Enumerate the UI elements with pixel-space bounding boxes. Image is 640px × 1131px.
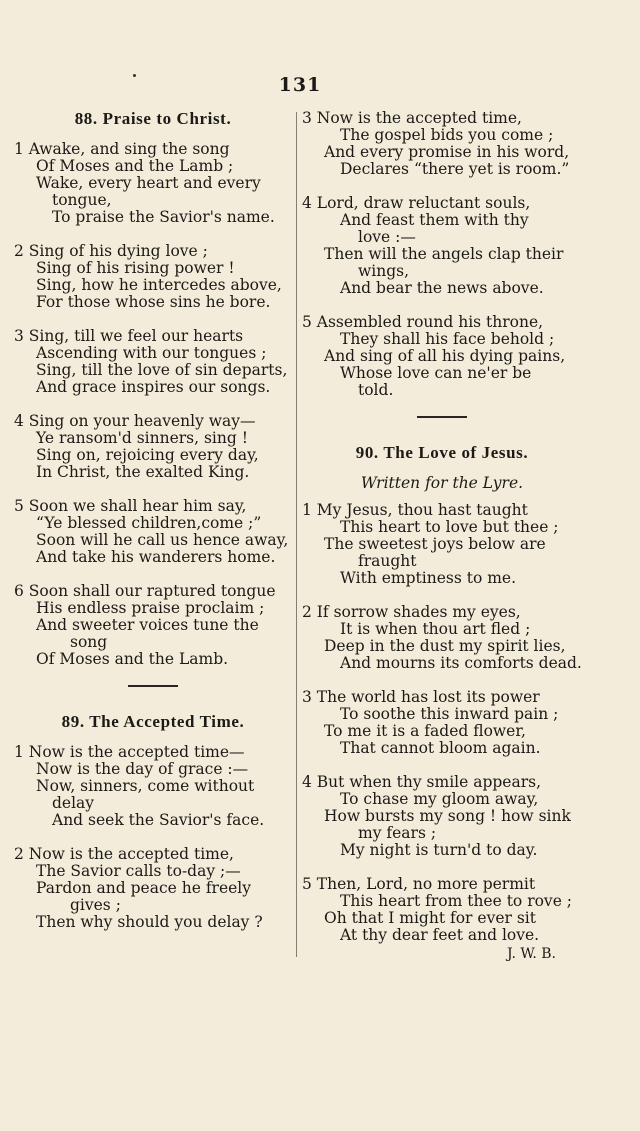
stanza-2 — [302, 604, 582, 672]
verse-line: To chase my gloom away, — [340, 790, 539, 808]
verse-line: They shall his face behold ; — [340, 330, 555, 348]
verse-line: In Christ, the exalted King. — [36, 463, 250, 481]
verse-line: The gospel bids you come ; — [340, 126, 554, 144]
stanza-1 — [14, 141, 292, 226]
stanza-5 — [302, 314, 582, 399]
right-column — [302, 110, 582, 963]
verse-line: Ascending with our tongues ; — [36, 344, 267, 362]
verse-line: 1 My Jesus, thou hast taught — [302, 501, 528, 519]
verse-line: To soothe this inward pain ; — [340, 705, 559, 723]
verse-line: How bursts my song ! how sink — [324, 807, 571, 825]
stanza-2 — [14, 243, 292, 311]
verse-line: fraught — [358, 552, 417, 570]
verse-line: Sing of his rising power ! — [36, 259, 235, 277]
verse-line: And seek the Savior's face. — [52, 811, 265, 829]
verse-line: And bear the news above. — [340, 279, 544, 297]
verse-line: 5 Assembled round his throne, — [302, 313, 544, 331]
verse-line: Sing, till the love of sin departs, — [36, 361, 288, 379]
stanza-4 — [302, 774, 582, 859]
verse-line: 3 The world has lost its power — [302, 688, 540, 706]
hymn-88 — [14, 110, 292, 668]
verse-line: Declares “there yet is room.” — [340, 160, 570, 178]
verse-line: Of Moses and the Lamb. — [36, 650, 229, 668]
verse-line: 1 Now is the accepted time— — [14, 743, 245, 761]
verse-line: Whose love can ne'er be — [340, 364, 532, 382]
verse-line: delay — [52, 794, 95, 812]
verse-line: Now is the day of grace :— — [36, 760, 249, 778]
verse-line: The sweetest joys below are — [324, 535, 546, 553]
verse-line: 2 If sorrow shades my eyes, — [302, 603, 521, 621]
verse-line: 2 Now is the accepted time, — [14, 845, 234, 863]
verse-line: Pardon and peace he freely — [36, 879, 252, 897]
verse-line: 6 Soon shall our raptured tongue — [14, 582, 276, 600]
hymn-title: 90. The Love of Jesus. — [355, 443, 529, 462]
verse-line: The Savior calls to-day ;— — [36, 862, 241, 880]
stanza-1 — [302, 502, 582, 587]
hymn-subtitle: Written for the Lyre. — [360, 474, 524, 492]
stanza-3 — [302, 689, 582, 757]
stanza-3 — [302, 110, 582, 178]
verse-line: And sing of all his dying pains, — [324, 347, 566, 365]
verse-line: And every promise in his word, — [324, 143, 570, 161]
section-divider — [417, 416, 467, 418]
verse-line: This heart from thee to rove ; — [340, 892, 573, 910]
verse-line: love :— — [358, 228, 416, 246]
hymn-title: 89. The Accepted Time. — [61, 712, 245, 731]
verse-line: This heart to love but thee ; — [340, 518, 559, 536]
page-number: 131 — [278, 74, 322, 96]
verse-line: told. — [358, 381, 394, 399]
verse-line: Soon will he call us hence away, — [36, 531, 289, 549]
verse-line: His endless praise proclaim ; — [36, 599, 265, 617]
stanza-3 — [14, 328, 292, 396]
verse-line: Deep in the dust my spirit lies, — [324, 637, 566, 655]
verse-line: my fears ; — [358, 824, 437, 842]
stanza-4 — [14, 413, 292, 481]
stanza-5 — [302, 876, 582, 944]
verse-line: It is when thou art fled ; — [340, 620, 531, 638]
verse-line: Then why should you delay ? — [36, 913, 263, 931]
verse-line: Sing on, rejoicing every day, — [36, 446, 259, 464]
verse-line: 1 Awake, and sing the song — [14, 140, 230, 158]
verse-line: Wake, every heart and every — [36, 174, 261, 192]
verse-line: 4 But when thy smile appears, — [302, 773, 542, 791]
section-divider — [128, 685, 178, 687]
verse-line: With emptiness to me. — [340, 569, 517, 587]
verse-line: Now, sinners, come without — [36, 777, 255, 795]
verse-line: 5 Then, Lord, no more permit — [302, 875, 536, 893]
verse-line: 4 Lord, draw reluctant souls, — [302, 194, 531, 212]
verse-line: And feast them with thy — [340, 211, 529, 229]
verse-line: Ye ransom'd sinners, sing ! — [36, 429, 248, 447]
stanza-5 — [14, 498, 292, 566]
verse-line: Sing, how he intercedes above, — [36, 276, 282, 294]
column-divider — [296, 112, 297, 957]
stanza-2 — [14, 846, 292, 931]
verse-line: And sweeter voices tune the — [36, 616, 259, 634]
verse-line: To me it is a faded flower, — [324, 722, 526, 740]
verse-line: 2 Sing of his dying love ; — [14, 242, 208, 260]
verse-line: My night is turn'd to day. — [340, 841, 538, 859]
verse-line: song — [70, 633, 108, 651]
verse-line: wings, — [358, 262, 410, 280]
hymn-title: 88. Praise to Christ. — [74, 109, 232, 128]
hymn-89-continued — [302, 110, 582, 399]
hymn-90 — [302, 444, 582, 963]
verse-line: And grace inspires our songs. — [36, 378, 271, 396]
verse-line: Then will the angels clap their — [324, 245, 564, 263]
verse-line: And take his wanderers home. — [36, 548, 276, 566]
verse-line: And mourns its comforts dead. — [340, 654, 582, 672]
verse-line: 3 Sing, till we feel our hearts — [14, 327, 244, 345]
stanza-6 — [14, 583, 292, 668]
verse-line: Of Moses and the Lamb ; — [36, 157, 234, 175]
author-initials: J. W. B. — [506, 946, 556, 962]
verse-line: “Ye blessed children,come ;” — [36, 514, 262, 532]
hymn-89 — [14, 713, 292, 931]
stanza-4 — [302, 195, 582, 297]
verse-line: Oh that I might for ever sit — [324, 909, 536, 927]
verse-line: For those whose sins he bore. — [36, 293, 271, 311]
verse-line: 4 Sing on your heavenly way— — [14, 412, 256, 430]
verse-line: 5 Soon we shall hear him say, — [14, 497, 247, 515]
verse-line: gives ; — [70, 896, 121, 914]
verse-line: tongue, — [52, 191, 112, 209]
left-column — [14, 110, 292, 948]
verse-line: To praise the Savior's name. — [52, 208, 275, 226]
verse-line: That cannot bloom again. — [340, 739, 541, 757]
verse-line: At thy dear feet and love. — [340, 926, 540, 944]
stanza-1 — [14, 744, 292, 829]
verse-line: 3 Now is the accepted time, — [302, 109, 522, 127]
